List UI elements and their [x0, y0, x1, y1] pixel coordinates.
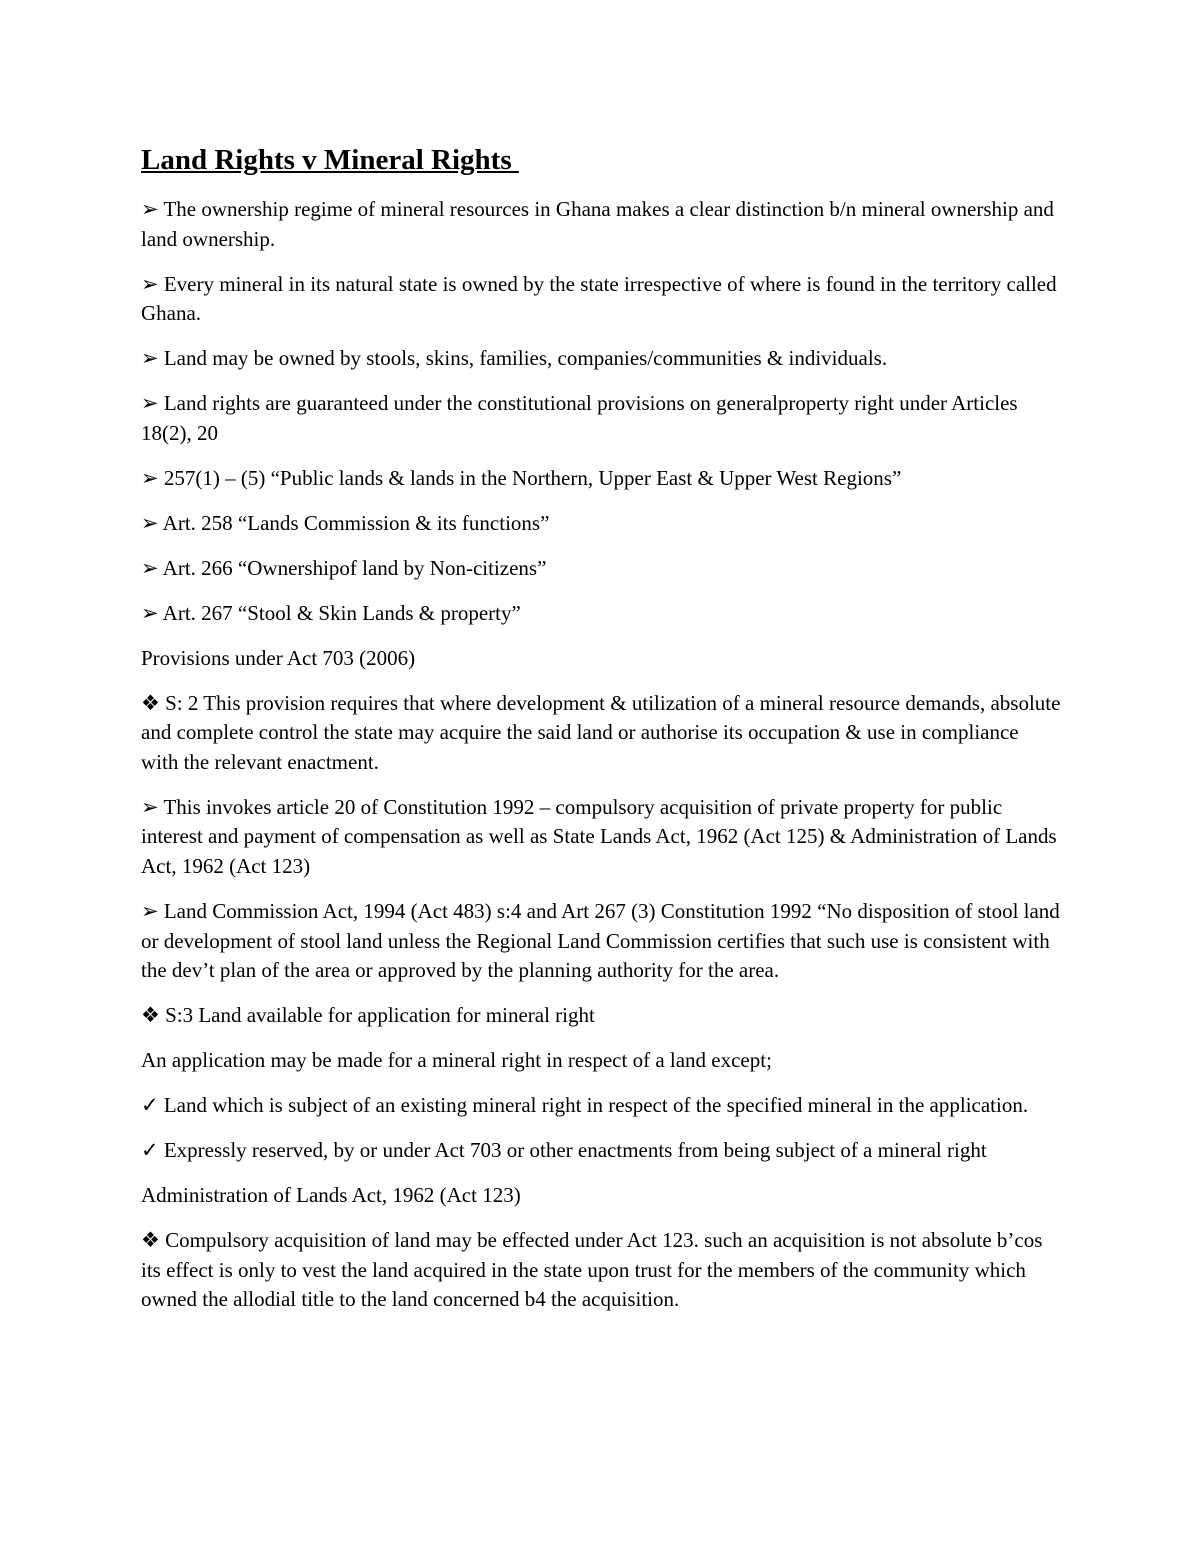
- paragraph-application-exceptions: An application may be made for a mineral right in respect of a land except;: [141, 1048, 772, 1073]
- paragraph-land-owners: ➢ Land may be owned by stools, skins, families, companies/communities & individuals.: [141, 346, 888, 371]
- document-title: Land Rights v Mineral Rights: [141, 144, 519, 176]
- paragraph-article-266: ➢ Art. 266 “Ownershipof land by Non-citizens”: [141, 555, 547, 580]
- section-heading-act-123: Administration of Lands Act, 1962 (Act 123): [141, 1183, 521, 1208]
- paragraph-expressly-reserved: ✓ Expressly reserved, by or under Act 703 or other enactments from being subject of a mineral right: [141, 1138, 987, 1163]
- paragraph-land-rights-guarantee: ➢ Land rights are guaranteed under the constitutional provisions on generalproperty right under Articles 18(2), 20: [141, 391, 1018, 445]
- paragraph-land-commission-act: ➢ Land Commission Act, 1994 (Act 483) s:4 and Art 267 (3) Constitution 1992 “No disposition of stool land or development of stool land unless the Regional Land Commission certifies that such use is consistent with the dev’t plan of the area or approved by the planning authority for the area.: [141, 898, 1060, 983]
- paragraph-article-257: ➢ 257(1) – (5) “Public lands & lands in the Northern, Upper East & Upper West Regions”: [141, 465, 902, 490]
- paragraph-article-20: ➢ This invokes article 20 of Constitution 1992 – compulsory acquisition of private property for public interest and payment of compensation as well as State Lands Act, 1962 (Act 125) & Administration of Lands Act, 1962 (Act 123): [141, 794, 1057, 878]
- section-heading-act-703: Provisions under Act 703 (2006): [141, 645, 416, 670]
- paragraph-article-258: ➢ Art. 258 “Lands Commission & its functions”: [141, 510, 550, 535]
- paragraph-article-267: ➢ Art. 267 “Stool & Skin Lands & property”: [141, 600, 521, 625]
- paragraph-compulsory-acquisition: ❖ Compulsory acquisition of land may be effected under Act 123. such an acquisition is not absolute b’cos its effect is only to vest the land acquired in the state upon trust for the members of the community which owned the allodial title to the land concerned b4 the acquisition.: [141, 1228, 1043, 1312]
- paragraph-existing-mineral-right: ✓ Land which is subject of an existing mineral right in respect of the specified mineral in the application.: [141, 1093, 1029, 1118]
- document-page: [141, 142, 1061, 1330]
- paragraph-section-3: ❖ S:3 Land available for application for mineral right: [141, 1003, 595, 1028]
- paragraph-mineral-ownership: ➢ Every mineral in its natural state is owned by the state irrespective of where is found in the territory called Ghana.: [141, 271, 1057, 326]
- paragraph-ownership-regime: ➢ The ownership regime of mineral resources in Ghana makes a clear distinction b/n mineral ownership and land ownership.: [141, 197, 1054, 251]
- paragraph-section-2: ❖ S: 2 This provision requires that where development & utilization of a mineral resource demands, absolute and complete control the state may acquire the said land or authorise its occupation & use in compliance with the relevant enactment.: [141, 690, 1061, 774]
